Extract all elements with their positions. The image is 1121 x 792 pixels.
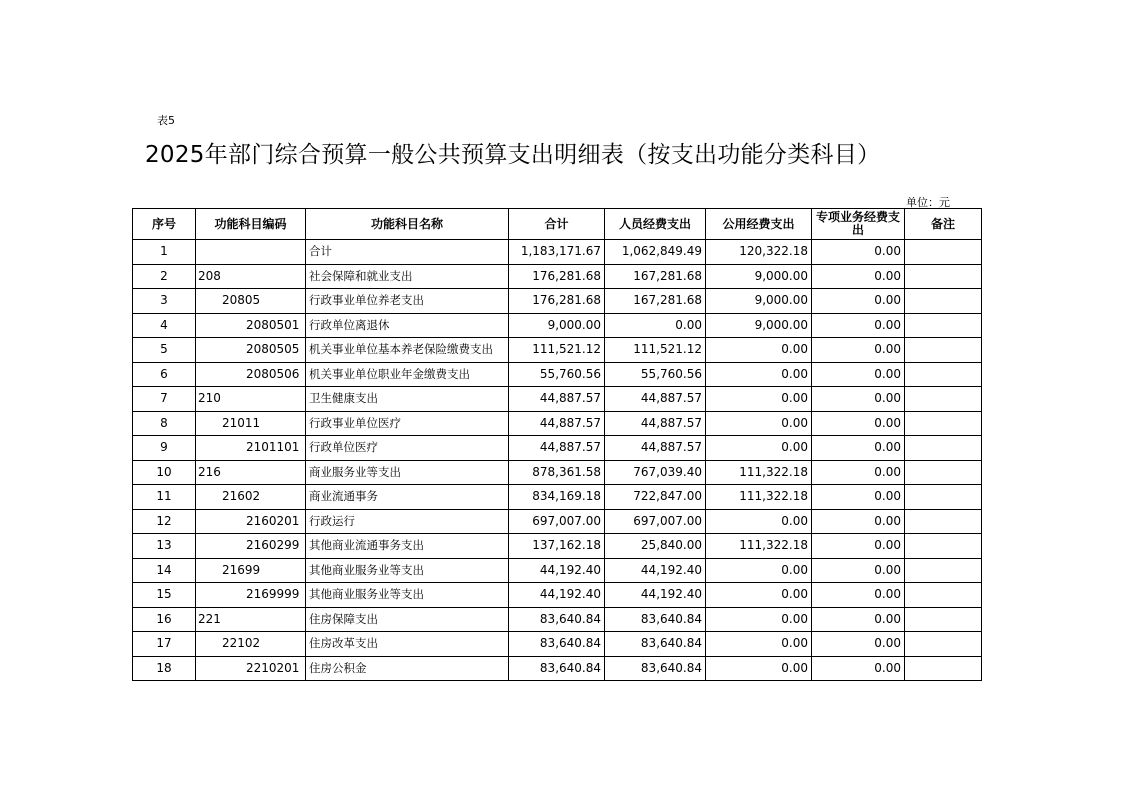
cell-seq: 10	[133, 460, 196, 485]
cell-personnel: 0.00	[605, 313, 706, 338]
table-row	[133, 485, 982, 510]
cell-total: 83,640.84	[509, 607, 605, 632]
cell-name: 机关事业单位基本养老保险缴费支出	[306, 338, 509, 363]
cell-personnel: 55,760.56	[605, 362, 706, 387]
table-row	[133, 656, 982, 681]
cell-name: 行政事业单位医疗	[306, 411, 509, 436]
cell-public: 0.00	[706, 411, 812, 436]
table-header-row	[133, 209, 982, 240]
header-seq: 序号	[133, 209, 196, 240]
header-code: 功能科目编码	[196, 209, 306, 240]
cell-seq: 9	[133, 436, 196, 461]
cell-total: 9,000.00	[509, 313, 605, 338]
cell-code: 2169999	[196, 583, 306, 608]
table-row	[133, 240, 982, 265]
cell-code: 20805	[196, 289, 306, 314]
cell-code: 21011	[196, 411, 306, 436]
cell-total: 44,887.57	[509, 411, 605, 436]
cell-personnel: 83,640.84	[605, 632, 706, 657]
cell-code: 2210201	[196, 656, 306, 681]
cell-note	[905, 289, 982, 314]
cell-special: 0.00	[812, 558, 905, 583]
cell-note	[905, 387, 982, 412]
table-row	[133, 509, 982, 534]
cell-seq: 11	[133, 485, 196, 510]
table-row	[133, 607, 982, 632]
cell-total: 137,162.18	[509, 534, 605, 559]
header-public: 公用经费支出	[706, 209, 812, 240]
cell-name: 商业流通事务	[306, 485, 509, 510]
cell-code: 2101101	[196, 436, 306, 461]
cell-code: 2080501	[196, 313, 306, 338]
header-name: 功能科目名称	[306, 209, 509, 240]
cell-note	[905, 411, 982, 436]
cell-special: 0.00	[812, 656, 905, 681]
cell-personnel: 722,847.00	[605, 485, 706, 510]
cell-public: 0.00	[706, 558, 812, 583]
table-row	[133, 460, 982, 485]
cell-public: 0.00	[706, 656, 812, 681]
cell-seq: 18	[133, 656, 196, 681]
cell-note	[905, 632, 982, 657]
cell-personnel: 111,521.12	[605, 338, 706, 363]
table-row	[133, 387, 982, 412]
cell-note	[905, 558, 982, 583]
cell-personnel: 25,840.00	[605, 534, 706, 559]
cell-note	[905, 485, 982, 510]
cell-name: 合计	[306, 240, 509, 265]
cell-special: 0.00	[812, 436, 905, 461]
cell-personnel: 167,281.68	[605, 264, 706, 289]
cell-personnel: 1,062,849.49	[605, 240, 706, 265]
cell-name: 其他商业服务业等支出	[306, 558, 509, 583]
table-row	[133, 558, 982, 583]
cell-seq: 13	[133, 534, 196, 559]
cell-note	[905, 583, 982, 608]
budget-table	[132, 208, 982, 681]
cell-seq: 12	[133, 509, 196, 534]
table-row	[133, 632, 982, 657]
cell-public: 0.00	[706, 436, 812, 461]
cell-seq: 16	[133, 607, 196, 632]
table-row	[133, 362, 982, 387]
cell-code: 2080506	[196, 362, 306, 387]
cell-name: 行政事业单位养老支出	[306, 289, 509, 314]
cell-note	[905, 362, 982, 387]
cell-name: 社会保障和就业支出	[306, 264, 509, 289]
cell-name: 行政单位离退休	[306, 313, 509, 338]
cell-public: 0.00	[706, 362, 812, 387]
cell-public: 0.00	[706, 387, 812, 412]
cell-special: 0.00	[812, 362, 905, 387]
table-row	[133, 436, 982, 461]
cell-name: 其他商业服务业等支出	[306, 583, 509, 608]
cell-code: 216	[196, 460, 306, 485]
cell-note	[905, 264, 982, 289]
table-row	[133, 264, 982, 289]
table-row	[133, 583, 982, 608]
cell-public: 9,000.00	[706, 264, 812, 289]
cell-note	[905, 656, 982, 681]
cell-total: 176,281.68	[509, 264, 605, 289]
cell-seq: 1	[133, 240, 196, 265]
cell-total: 83,640.84	[509, 632, 605, 657]
cell-personnel: 83,640.84	[605, 607, 706, 632]
table-row	[133, 289, 982, 314]
cell-personnel: 697,007.00	[605, 509, 706, 534]
table-row	[133, 411, 982, 436]
cell-name: 行政运行	[306, 509, 509, 534]
cell-seq: 2	[133, 264, 196, 289]
table-body	[133, 240, 982, 681]
cell-personnel: 44,192.40	[605, 583, 706, 608]
cell-public: 0.00	[706, 632, 812, 657]
unit-label: 单位：元	[906, 196, 950, 209]
cell-personnel: 44,887.57	[605, 436, 706, 461]
cell-total: 878,361.58	[509, 460, 605, 485]
cell-special: 0.00	[812, 387, 905, 412]
cell-public: 111,322.18	[706, 460, 812, 485]
cell-note	[905, 460, 982, 485]
cell-special: 0.00	[812, 485, 905, 510]
cell-public: 0.00	[706, 509, 812, 534]
header-total: 合计	[509, 209, 605, 240]
header-note: 备注	[905, 209, 982, 240]
cell-special: 0.00	[812, 509, 905, 534]
cell-seq: 4	[133, 313, 196, 338]
cell-personnel: 44,887.57	[605, 411, 706, 436]
cell-name: 机关事业单位职业年金缴费支出	[306, 362, 509, 387]
cell-note	[905, 240, 982, 265]
cell-code	[196, 240, 306, 265]
cell-special: 0.00	[812, 534, 905, 559]
cell-seq: 5	[133, 338, 196, 363]
cell-note	[905, 607, 982, 632]
cell-code: 208	[196, 264, 306, 289]
cell-personnel: 44,887.57	[605, 387, 706, 412]
cell-special: 0.00	[812, 289, 905, 314]
cell-total: 83,640.84	[509, 656, 605, 681]
cell-public: 0.00	[706, 607, 812, 632]
cell-special: 0.00	[812, 264, 905, 289]
cell-note	[905, 509, 982, 534]
cell-personnel: 167,281.68	[605, 289, 706, 314]
cell-total: 1,183,171.67	[509, 240, 605, 265]
cell-name: 住房公积金	[306, 656, 509, 681]
cell-name: 住房保障支出	[306, 607, 509, 632]
cell-total: 834,169.18	[509, 485, 605, 510]
cell-public: 9,000.00	[706, 313, 812, 338]
cell-public: 9,000.00	[706, 289, 812, 314]
cell-note	[905, 534, 982, 559]
cell-note	[905, 338, 982, 363]
cell-name: 商业服务业等支出	[306, 460, 509, 485]
cell-special: 0.00	[812, 583, 905, 608]
table-row	[133, 338, 982, 363]
cell-public: 0.00	[706, 583, 812, 608]
cell-code: 22102	[196, 632, 306, 657]
table-row	[133, 313, 982, 338]
cell-special: 0.00	[812, 607, 905, 632]
cell-personnel: 83,640.84	[605, 656, 706, 681]
cell-seq: 7	[133, 387, 196, 412]
cell-total: 44,887.57	[509, 387, 605, 412]
cell-special: 0.00	[812, 240, 905, 265]
page-title: 2025年部门综合预算一般公共预算支出明细表（按支出功能分类科目）	[145, 142, 881, 168]
cell-total: 44,192.40	[509, 583, 605, 608]
header-special: 专项业务经费支出	[812, 209, 905, 240]
cell-code: 21699	[196, 558, 306, 583]
cell-code: 210	[196, 387, 306, 412]
cell-seq: 6	[133, 362, 196, 387]
cell-code: 2080505	[196, 338, 306, 363]
cell-code: 2160299	[196, 534, 306, 559]
cell-personnel: 44,192.40	[605, 558, 706, 583]
cell-total: 55,760.56	[509, 362, 605, 387]
cell-special: 0.00	[812, 411, 905, 436]
table-row	[133, 534, 982, 559]
cell-note	[905, 436, 982, 461]
cell-total: 44,192.40	[509, 558, 605, 583]
cell-note	[905, 313, 982, 338]
cell-name: 其他商业流通事务支出	[306, 534, 509, 559]
cell-code: 21602	[196, 485, 306, 510]
table-number: 表5	[157, 114, 175, 127]
cell-total: 176,281.68	[509, 289, 605, 314]
cell-name: 卫生健康支出	[306, 387, 509, 412]
cell-special: 0.00	[812, 338, 905, 363]
cell-code: 2160201	[196, 509, 306, 534]
cell-public: 0.00	[706, 338, 812, 363]
cell-special: 0.00	[812, 313, 905, 338]
cell-seq: 14	[133, 558, 196, 583]
cell-total: 697,007.00	[509, 509, 605, 534]
cell-seq: 8	[133, 411, 196, 436]
cell-seq: 3	[133, 289, 196, 314]
cell-seq: 15	[133, 583, 196, 608]
cell-total: 111,521.12	[509, 338, 605, 363]
cell-public: 111,322.18	[706, 485, 812, 510]
cell-name: 行政单位医疗	[306, 436, 509, 461]
cell-name: 住房改革支出	[306, 632, 509, 657]
cell-code: 221	[196, 607, 306, 632]
header-personnel: 人员经费支出	[605, 209, 706, 240]
cell-seq: 17	[133, 632, 196, 657]
cell-special: 0.00	[812, 632, 905, 657]
cell-special: 0.00	[812, 460, 905, 485]
cell-total: 44,887.57	[509, 436, 605, 461]
cell-public: 120,322.18	[706, 240, 812, 265]
cell-public: 111,322.18	[706, 534, 812, 559]
cell-personnel: 767,039.40	[605, 460, 706, 485]
